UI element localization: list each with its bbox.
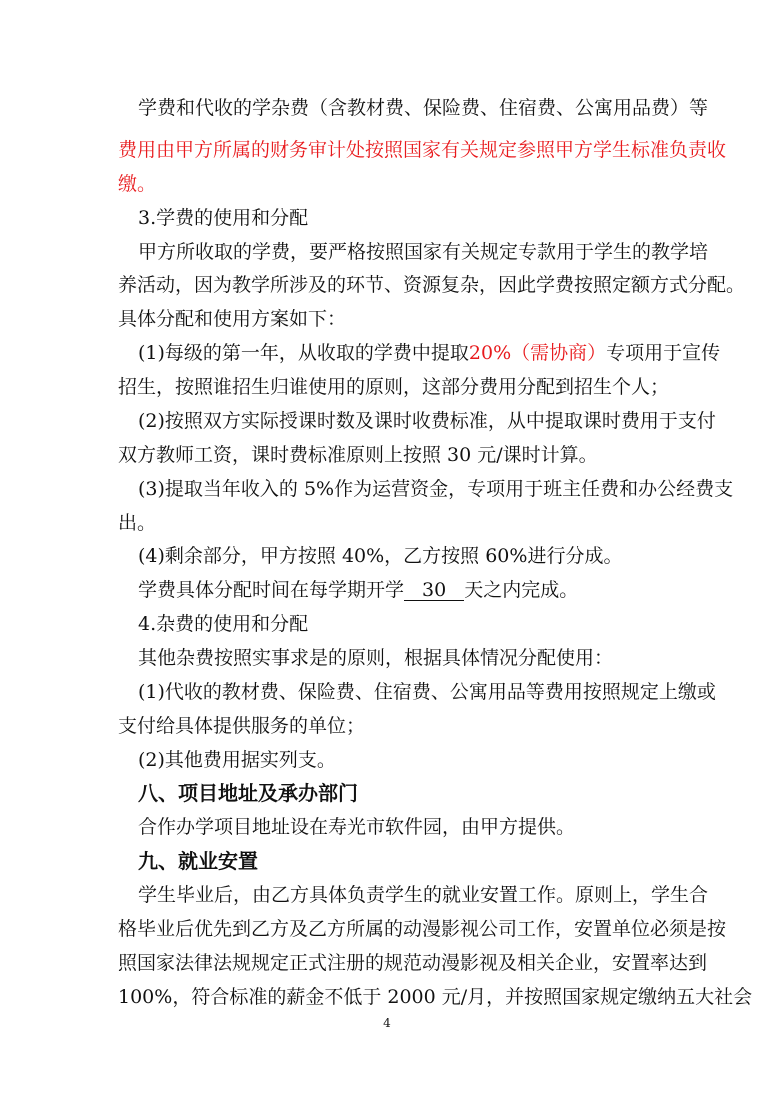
- paragraph-line: 学生毕业后，由乙方具体负责学生的就业安置工作。原则上，学生合: [138, 884, 709, 906]
- paragraph-line: 照国家法律法规规定正式注册的规范动漫影视及相关企业，安置率达到: [118, 952, 708, 974]
- page-number: 4: [383, 1016, 391, 1030]
- paragraph-line: 支付给具体提供服务的单位；: [118, 715, 366, 737]
- paragraph-line: 具体分配和使用方案如下：: [118, 308, 347, 330]
- paragraph-line: 合作办学项目地址设在寿光市软件园，由甲方提供。: [138, 816, 576, 838]
- paragraph-line: (3)提取当年收入的 5%作为运营资金，专项用于班主任费和办公经费支: [138, 478, 734, 500]
- line-text: (1)每级的第一年，从收取的学费中提取: [138, 342, 469, 364]
- section-subheading: 3.学费的使用和分配: [138, 207, 309, 229]
- fill-in-blank: 30: [404, 580, 464, 601]
- paragraph-line: [138, 341, 720, 365]
- paragraph-line: 双方教师工资，课时费标准原则上按照 30 元/课时计算。: [118, 444, 598, 466]
- paragraph-line: 招生，按照谁招生归谁使用的原则，这部分费用分配到招生个人；: [118, 376, 670, 398]
- highlighted-line: 费用由甲方所属的财务审计处按照国家有关规定参照甲方学生标准负责收: [118, 139, 727, 161]
- line-text: 天之内完成。: [464, 579, 579, 601]
- section-heading: 九、就业安置: [138, 849, 258, 873]
- highlighted-text: 20%（需协商）: [468, 342, 607, 364]
- paragraph-line: (2)按照双方实际授课时数及课时收费标准，从中提取课时费用于支付: [138, 410, 716, 432]
- paragraph-line: 学费和代收的学杂费（含教材费、保险费、住宿费、公寓用品费）等: [138, 97, 709, 119]
- paragraph-line: 养活动，因为教学所涉及的环节、资源复杂，因此学费按照定额方式分配。: [118, 274, 746, 296]
- paragraph-line: 100%，符合标准的薪金不低于 2000 元/月，并按照国家规定缴纳五大社会: [118, 986, 753, 1008]
- paragraph-line: (1)代收的教材费、保险费、住宿费、公寓用品等费用按照规定上缴或: [138, 681, 716, 703]
- paragraph-line: 其他杂费按照实事求是的原则，根据具体情况分配使用：: [138, 647, 614, 669]
- paragraph-line: [138, 578, 578, 602]
- paragraph-line: 出。: [118, 512, 157, 534]
- paragraph-line: (4)剩余部分，甲方按照 40%，乙方按照 60%进行分成。: [138, 545, 623, 567]
- highlighted-line: 缴。: [118, 173, 157, 195]
- paragraph-line: 格毕业后优先到乙方及乙方所属的动漫影视公司工作，安置单位必须是按: [118, 918, 727, 940]
- line-text: 专项用于宣传: [606, 342, 721, 364]
- paragraph-line: (2)其他费用据实列支。: [138, 749, 336, 771]
- paragraph-line: 甲方所收取的学费，要严格按照国家有关规定专款用于学生的教学培: [138, 241, 709, 263]
- section-heading: 八、项目地址及承办部门: [138, 781, 358, 805]
- line-text: 学费具体分配时间在每学期开学: [138, 579, 405, 601]
- section-subheading: 4.杂费的使用和分配: [138, 613, 309, 635]
